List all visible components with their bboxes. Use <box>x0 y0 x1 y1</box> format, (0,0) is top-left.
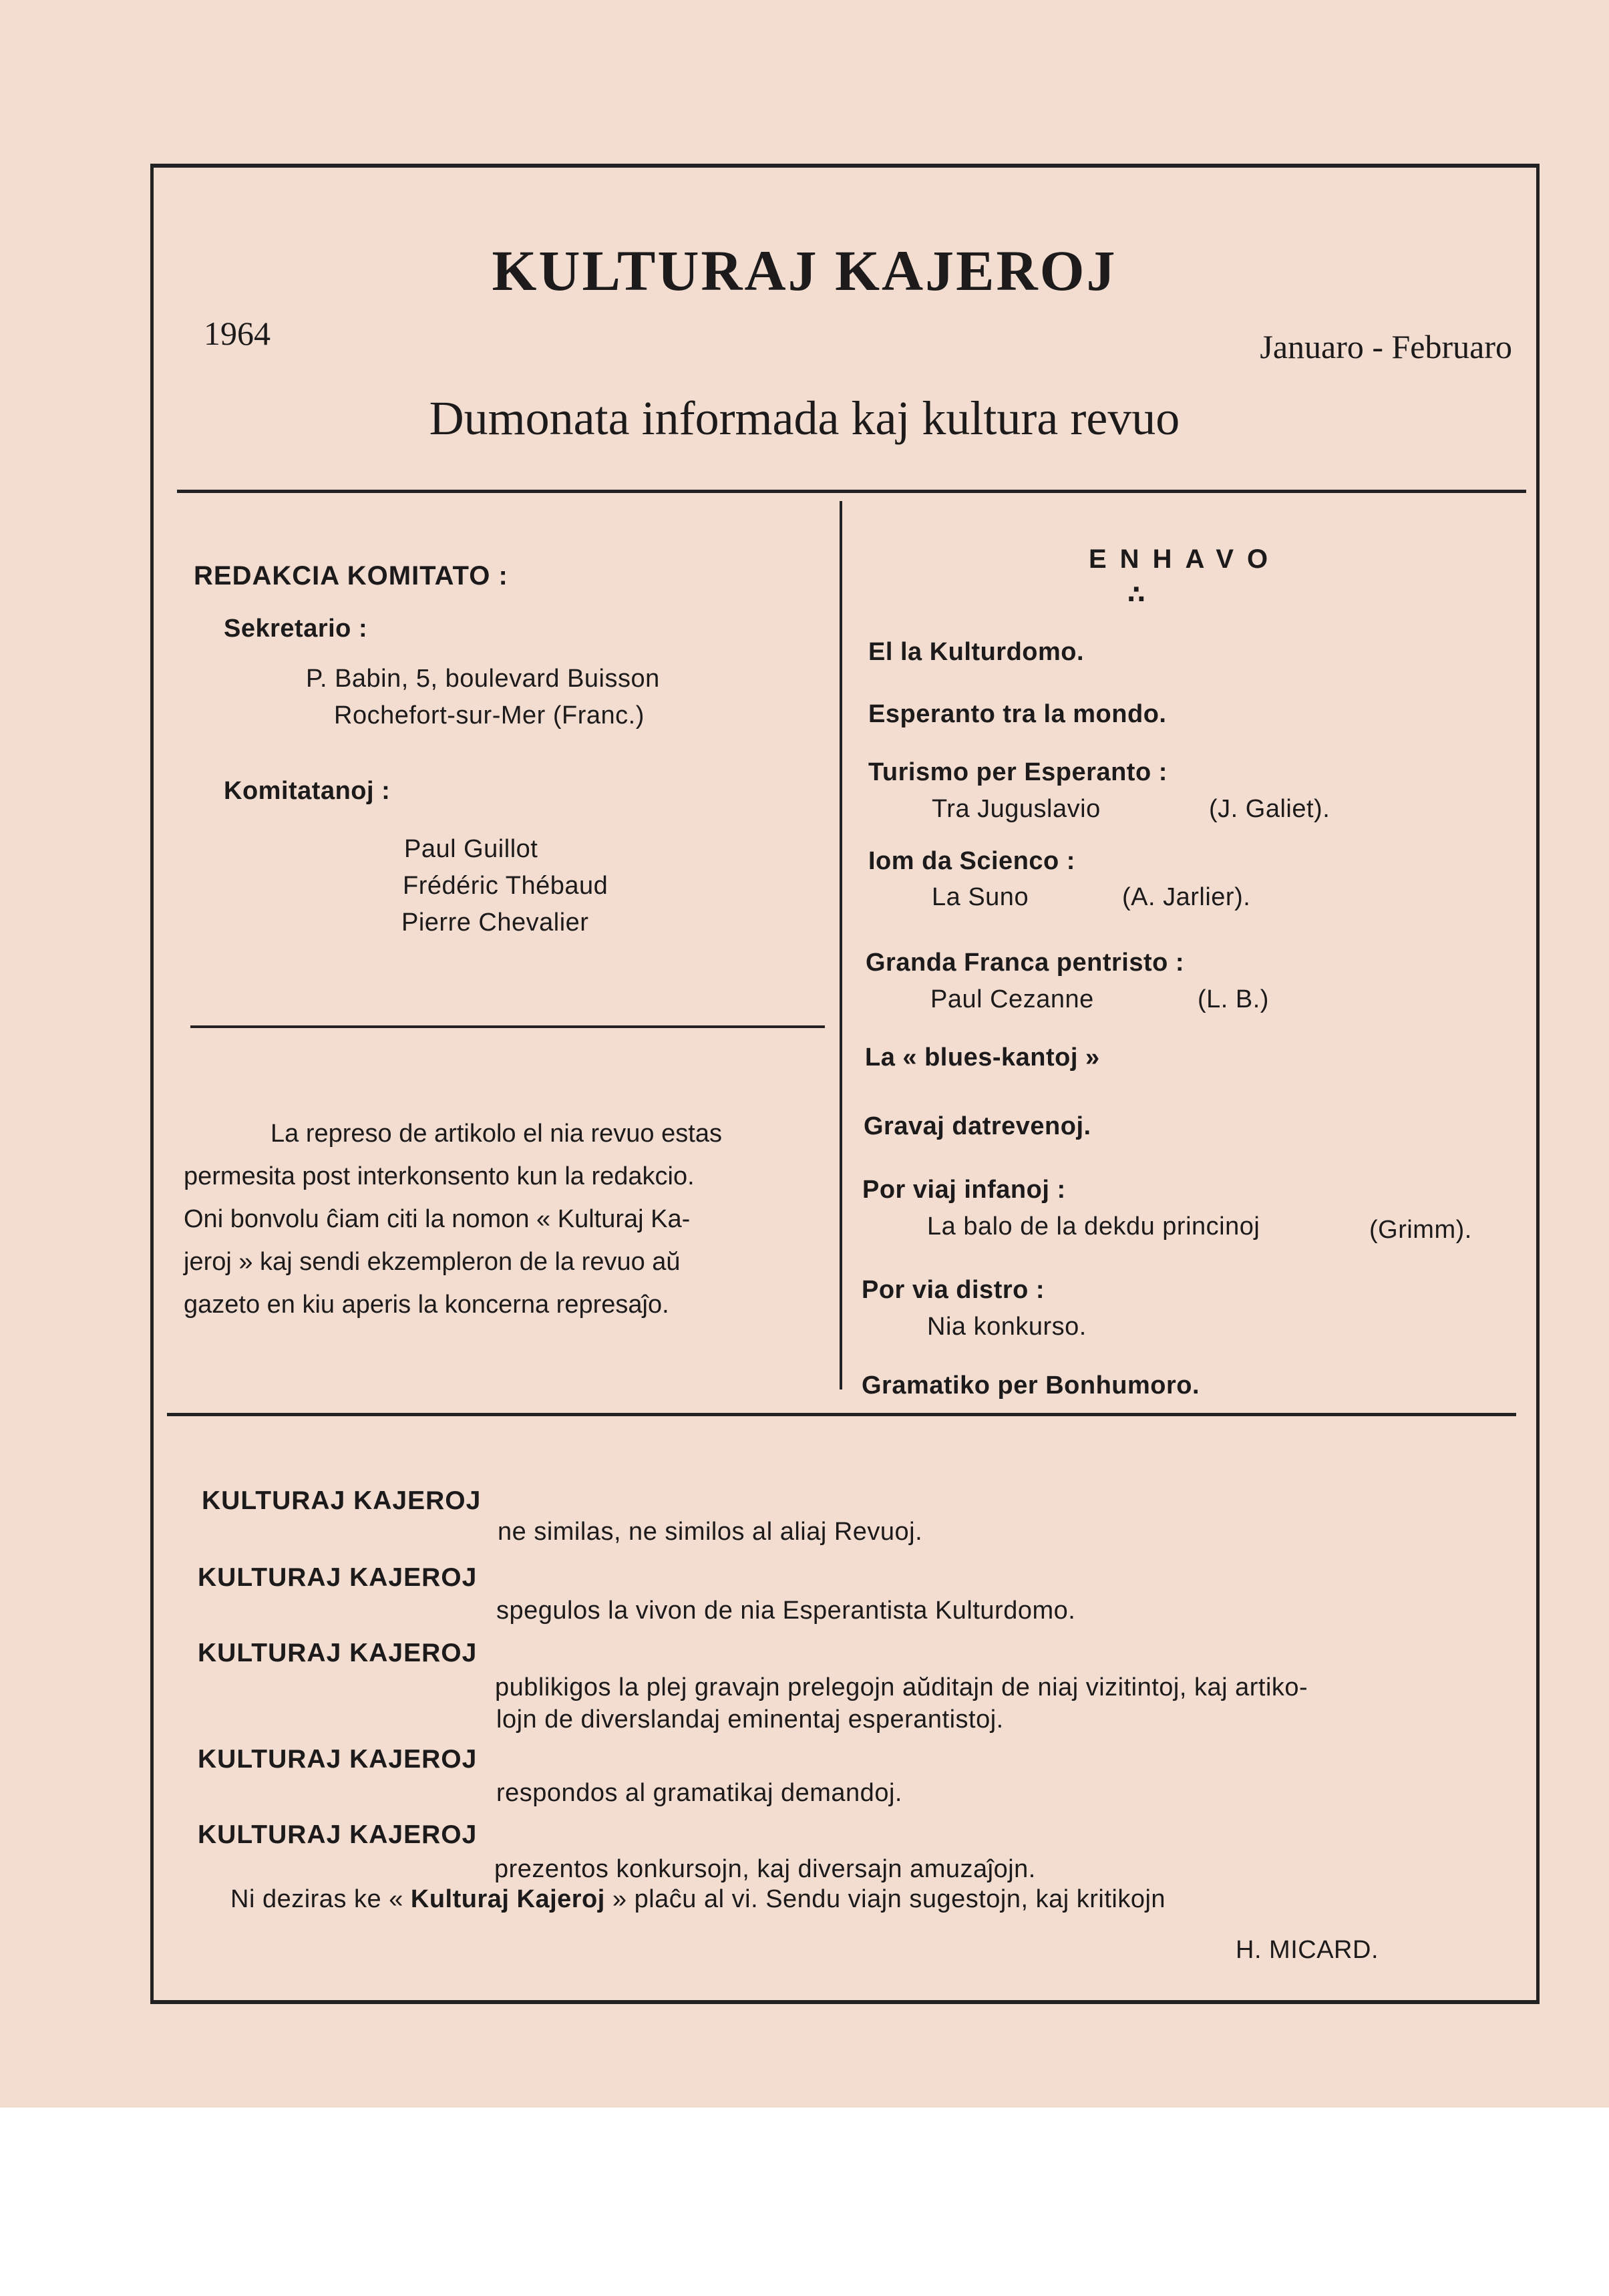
contents-item-title: El la Kulturdomo. <box>868 638 1085 666</box>
magazine-subtitle: Dumonata informada kaj kultura revuo <box>429 391 1180 445</box>
contents-item-sub: Tra Juguslavio <box>932 795 1101 823</box>
contents-item-title: Iom da Scienco : <box>868 847 1075 875</box>
notice-line: La represo de artikolo el nia revuo estas <box>271 1120 722 1148</box>
notice-line: gazeto en kiu aperis la koncerna represaĵo. <box>184 1291 669 1319</box>
committee-heading: REDAKCIA KOMITATO : <box>194 561 508 591</box>
committee-member: Frédéric Thébaud <box>403 872 608 900</box>
promo-name: KULTURAJ KAJEROJ <box>198 1563 478 1592</box>
notice-line: permesita post interkonsento kun la redakcio. <box>184 1162 695 1190</box>
contents-item-sub: La Suno <box>932 883 1029 911</box>
promo-name: KULTURAJ KAJEROJ <box>198 1639 478 1667</box>
promo-name: KULTURAJ KAJEROJ <box>198 1745 478 1774</box>
committee-member: Paul Guillot <box>404 835 538 863</box>
closing-magazine-name: Kulturaj Kajeroj <box>410 1885 605 1913</box>
contents-item-title: Gravaj datrevenoj. <box>864 1112 1091 1140</box>
contents-item-title: Por via distro : <box>862 1276 1045 1304</box>
contents-item-title: Esperanto tra la mondo. <box>868 700 1167 728</box>
contents-item-author: (A. Jarlier). <box>1122 883 1251 911</box>
closing-line <box>230 1885 1166 1914</box>
contents-item-sub: Paul Cezanne <box>930 985 1094 1013</box>
contents-item-title: Por viaj infanoj : <box>862 1176 1066 1204</box>
secretary-address-line: P. Babin, 5, boulevard Buisson <box>306 665 660 693</box>
secretary-address-line: Rochefort-sur-Mer (Franc.) <box>334 701 645 729</box>
body-rule <box>167 1413 1516 1416</box>
committee-rule <box>190 1025 825 1028</box>
secretary-label: Sekretario : <box>224 615 368 643</box>
promo-line: spegulos la vivon de nia Esperantista Kulturdomo. <box>496 1597 1076 1625</box>
column-divider <box>840 501 842 1389</box>
members-label: Komitatanoj : <box>224 777 391 805</box>
contents-heading: ENHAVO <box>1089 544 1282 574</box>
contents-item-author: (Grimm). <box>1369 1216 1472 1244</box>
scan-margin <box>0 2108 1609 2296</box>
magazine-title: KULTURAJ KAJEROJ <box>492 238 1117 303</box>
contents-item-sub: La balo de la dekdu princinoj <box>927 1212 1260 1241</box>
contents-separator: ∴ <box>1127 581 1145 609</box>
closing-suffix: » plaĉu al vi. Sendu viajn sugestojn, kaj kritikojn <box>612 1885 1166 1913</box>
closing-prefix: Ni deziras ke « <box>230 1885 403 1913</box>
issue-period: Januaro - Februaro <box>1260 328 1512 365</box>
promo-name: KULTURAJ KAJEROJ <box>198 1820 478 1849</box>
notice-line: Oni bonvolu ĉiam citi la nomon « Kulturaj Ka- <box>184 1205 691 1233</box>
promo-line: lojn de diverslandaj eminentaj esperantistoj. <box>496 1705 1004 1734</box>
notice-line: jeroj » kaj sendi ekzempleron de la revuo aŭ <box>184 1248 681 1276</box>
contents-item-author: (L. B.) <box>1198 985 1269 1013</box>
contents-item-author: (J. Galiet). <box>1209 795 1330 823</box>
contents-item-sub: Nia konkurso. <box>927 1313 1087 1341</box>
contents-item-title: Turismo per Esperanto : <box>868 758 1168 786</box>
committee-member: Pierre Chevalier <box>401 909 589 937</box>
contents-item-title: La « blues-kantoj » <box>865 1043 1100 1072</box>
header-rule <box>177 490 1526 493</box>
issue-year: 1964 <box>204 315 271 352</box>
signature: H. MICARD. <box>1236 1936 1379 1964</box>
promo-line: prezentos konkursojn, kaj diversajn amuzaĵojn. <box>494 1855 1036 1883</box>
promo-line: ne similas, ne similos al aliaj Revuoj. <box>498 1518 923 1546</box>
promo-line: respondos al gramatikaj demandoj. <box>496 1779 902 1807</box>
contents-item-title: Granda Franca pentristo : <box>866 949 1185 977</box>
promo-name: KULTURAJ KAJEROJ <box>202 1486 482 1515</box>
contents-item-title: Gramatiko per Bonhumoro. <box>862 1371 1200 1400</box>
promo-line: publikigos la plej gravajn prelegojn aŭditajn de niaj vizitintoj, kaj artiko- <box>495 1673 1308 1701</box>
reprint-notice <box>184 1112 825 1326</box>
